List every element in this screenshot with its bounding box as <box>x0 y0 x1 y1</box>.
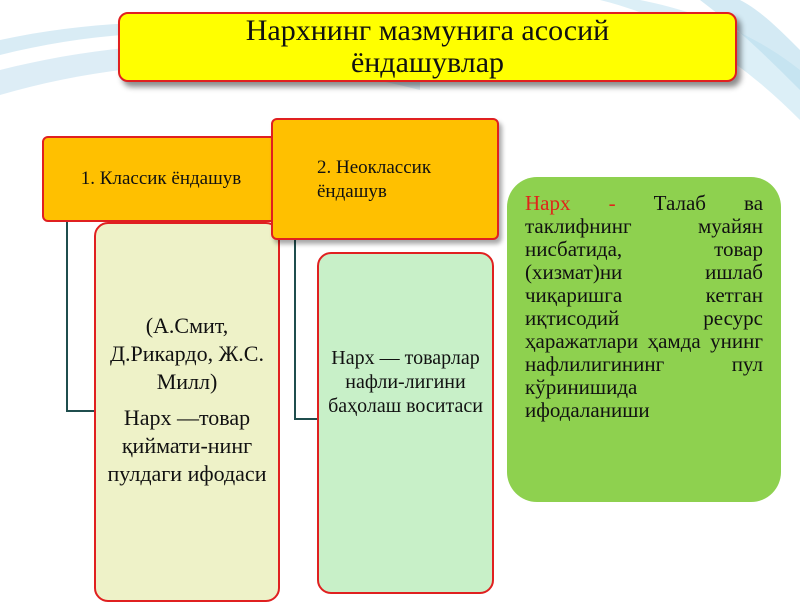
price-definition-text: Талаб ва таклифнинг муайян нисбатида, товар (хизмат)ни ишлаб чиқаришга кетган иқтисодий ресурс ҳаражатлари ҳамда унинг нафлилигининг пул кўринишида ифодаланиши <box>525 191 764 422</box>
diagram-title-text: Нархнинг мазмунига асосий ёндашувлар <box>245 14 610 79</box>
neoclassical-approach-definition: Нарх — товарлар нафли-лигини баҳолаш воситаси <box>328 347 483 417</box>
price-definition-box <box>507 177 781 502</box>
connector-2-vertical <box>294 240 296 420</box>
classical-approach-card <box>94 222 280 602</box>
price-definition-term: Нарх - <box>525 191 616 215</box>
connector-1-horizontal <box>66 410 96 412</box>
neoclassical-approach-card <box>317 252 494 594</box>
classical-approach-definition: Нарх —товар қиймати-нинг пулдаги ифодаси <box>107 405 267 486</box>
neoclassical-approach-heading <box>271 118 499 240</box>
connector-1-vertical <box>66 222 68 412</box>
classical-approach-heading-text: 1. Классик ёндашув <box>80 168 242 189</box>
neoclassical-approach-heading-text: 2. Неоклассик ёндашув <box>317 157 432 202</box>
connector-2-horizontal <box>294 418 319 420</box>
classical-approach-heading <box>42 136 280 222</box>
diagram-title <box>118 12 737 82</box>
classical-approach-authors: (А.Смит, Д.Рикардо, Ж.С. Милл) <box>110 313 264 394</box>
